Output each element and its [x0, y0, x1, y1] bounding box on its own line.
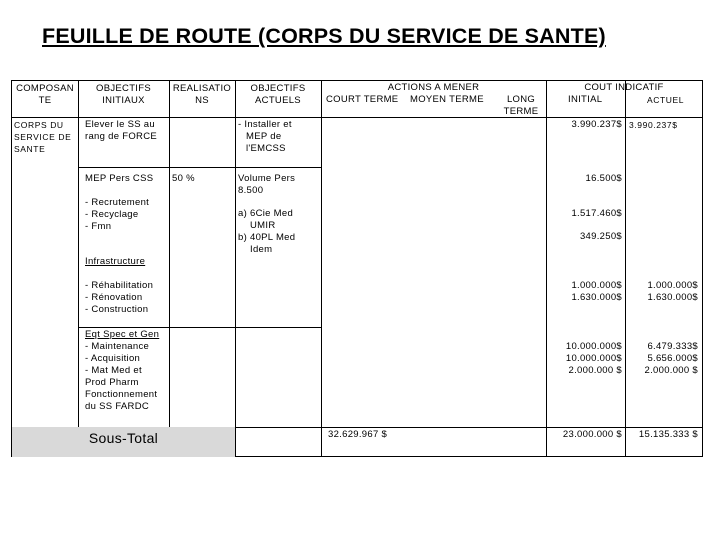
row-divider: [78, 327, 321, 328]
header-actuel: ACTUEL: [647, 95, 685, 105]
infrastructure-label: Infrastructure: [85, 256, 146, 267]
cout-initial-value: 1.517.460$: [571, 208, 622, 219]
roadmap-table: [11, 80, 703, 457]
realisation-value: 50 %: [172, 173, 195, 184]
objectif-actuel-text: - Installer et MEP de l'EMCSS: [238, 119, 292, 154]
header-court-terme: COURT TERME: [326, 94, 399, 105]
cout-initial-value: 3.990.237$: [571, 119, 622, 130]
header-moyen-terme: MOYEN TERME: [410, 94, 484, 105]
header-composante: COMPOSAN TE: [16, 83, 74, 106]
header-objectifs-initiaux: OBJECTIFS INITIAUX: [96, 83, 151, 106]
cout-actuel-value: 3.990.237$: [629, 120, 678, 130]
objectif-initial-text: MEP Pers CSS: [85, 173, 154, 184]
column-divider: [546, 81, 547, 456]
header-initial: INITIAL: [568, 94, 603, 105]
header-cout-indicatif: COUT INDICATIF: [584, 82, 664, 93]
header-realisations: REALISATIO NS: [172, 83, 232, 106]
composante-cell: CORPS DU SERVICE DE SANTE: [14, 120, 72, 154]
objectif-actuel-text: Volume Pers 8.500: [238, 173, 296, 196]
header-actions-a-mener: ACTIONS A MENER: [387, 82, 480, 93]
cout-initial-value: 349.250$: [579, 231, 622, 242]
subtotal-court-terme: 32.629.967 $: [328, 429, 388, 440]
infrastructure-list: - Réhabilitation - Rénovation - Construction: [85, 280, 154, 315]
row-divider: [78, 167, 321, 168]
objectif-initial-text: Elever le SS au rang de FORCE: [85, 119, 158, 142]
subtotal-initial: 23.000.000 $: [562, 429, 622, 440]
cout-actuel-value: 6.479.333$ 5.656.000$ 2.000.000 $: [644, 341, 698, 376]
column-divider: [321, 81, 322, 456]
equipment-list: Eqt Spec et Gen - Maintenance - Acquisition - Mat Med et Prod Pharm Fonctionnement du SS FARDC: [85, 329, 160, 412]
column-divider: [169, 81, 170, 456]
column-divider: [78, 81, 79, 456]
objectif-initial-list: - Recrutement - Recyclage - Fmn: [85, 197, 150, 232]
cout-actuel-value: 1.000.000$ 1.630.000$: [647, 280, 698, 303]
page-title: FEUILLE DE ROUTE (CORPS DU SERVICE DE SANTE): [42, 24, 606, 48]
header-divider: [12, 117, 702, 118]
cout-initial-value: 1.000.000$ 1.630.000$: [571, 280, 622, 303]
header-objectifs-actuels: OBJECTIFS ACTUELS: [250, 83, 306, 106]
column-divider: [625, 81, 626, 456]
subtotal-actuel: 15.135.333 $: [638, 429, 698, 440]
objectif-actuel-text: a) 6Cie Med UMIR b) 40PL Med Idem: [238, 208, 296, 255]
column-divider: [235, 81, 236, 456]
cout-initial-value: 10.000.000$ 10.000.000$ 2.000.000 $: [565, 341, 622, 376]
cout-initial-value: 16.500$: [585, 173, 622, 184]
header-long-terme: LONG TERME: [503, 94, 539, 117]
subtotal-label: Sous-Total: [88, 430, 159, 446]
